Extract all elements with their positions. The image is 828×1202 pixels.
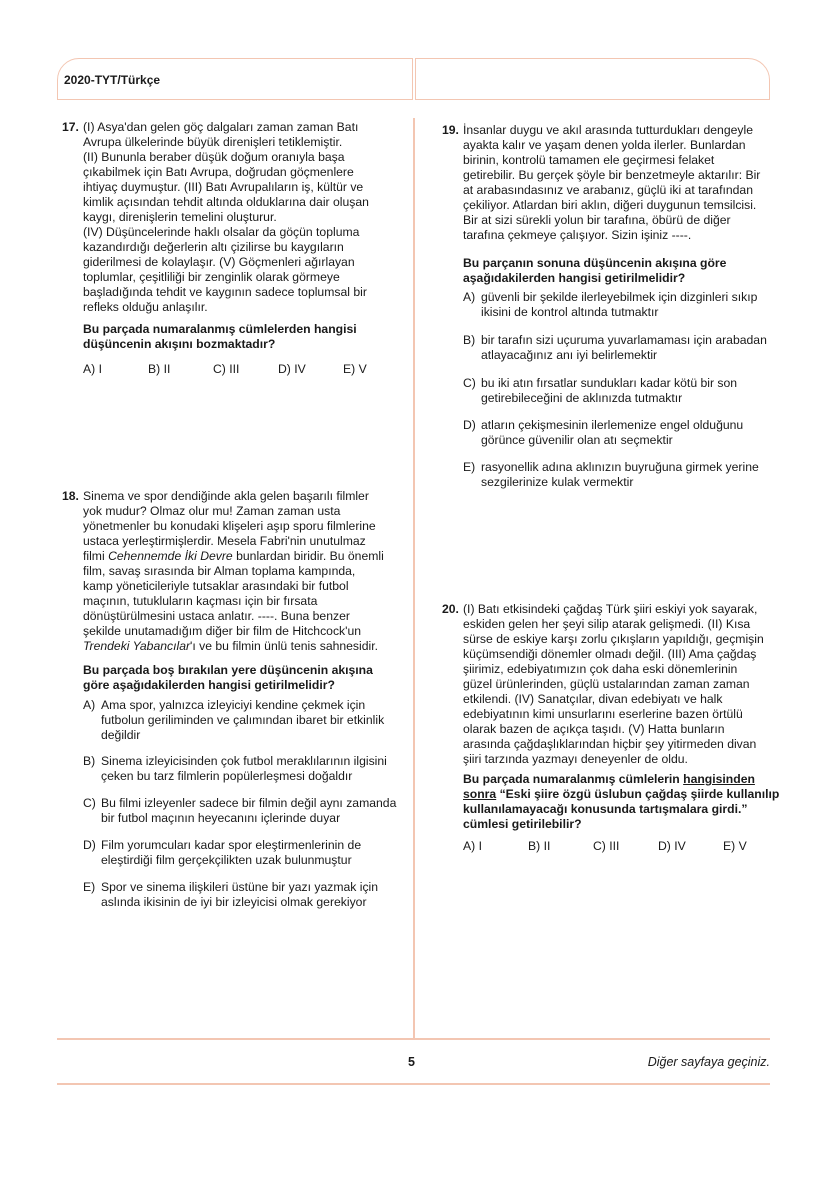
- option-line: Spor ve sinema ilişkileri üstüne bir yazı yazmak için: [101, 880, 379, 894]
- option-e[interactable]: [463, 460, 759, 490]
- text: filmi: [83, 549, 109, 563]
- text: 'ı ve bu filmin ünlü tenis sahnesidir.: [190, 639, 378, 653]
- exam-title: 2020-TYT/Türkçe: [64, 73, 161, 87]
- passage-line: (II) Bununla beraber düşük doğum oranıyla başa: [83, 150, 345, 164]
- question-number: 20.: [442, 602, 459, 616]
- passage-line: küçümsendiği dönemler olmadı değil. (III) Ama çağdaş: [463, 647, 757, 661]
- passage-line: (IV) Düşüncelerinde haklı olsalar da göçün topluma: [83, 225, 360, 239]
- stem-line: cümlesi getirilebilir?: [463, 817, 582, 831]
- option-c[interactable]: [463, 376, 737, 406]
- passage-line: at arabasındasınız ve arabanız, güçlü iki at tarafından: [463, 183, 753, 197]
- question-passage: [83, 489, 392, 654]
- question-18: [62, 489, 397, 909]
- header-right-box: [415, 58, 770, 100]
- option-line: güvenli bir şekilde ilerleyebilmek için dizginleri sıkıp: [481, 290, 758, 304]
- option-letter: D): [83, 838, 96, 852]
- option-line: görünce güvenilir olan atı seçmektir: [481, 433, 673, 447]
- column-divider: [413, 118, 415, 1038]
- option-a[interactable]: A) I: [83, 362, 102, 376]
- option-c[interactable]: [83, 796, 396, 826]
- stem-line: göre aşağıdakilerden hangisi getirilmelidir?: [83, 678, 335, 692]
- passage-line: dönüştürülmesini ustaca anlatır. ----. Buna benzer: [83, 609, 350, 623]
- stem-line: düşüncenin akışını bozmaktadır?: [83, 337, 276, 351]
- option-text: [481, 460, 759, 490]
- answer-options: [463, 839, 788, 853]
- question-20: [442, 602, 780, 853]
- option-line: futbolun geriliminden ve çalımından ibaret bir etkinlik: [101, 713, 385, 727]
- passage-line: başladığında tehdit ve kaygının sadece toplumsal bir: [83, 285, 367, 299]
- option-text: [101, 754, 387, 784]
- underlined-text: sonra: [463, 787, 497, 801]
- header-left-box: [57, 58, 413, 100]
- option-line: Bu filmi izleyenler sadece bir filmin değil aynı zamanda: [101, 796, 397, 810]
- option-b[interactable]: B) II: [148, 362, 171, 376]
- option-text: [481, 290, 757, 320]
- option-line: bir futbol maçının heyecanını içlerinde duyar: [101, 811, 341, 825]
- stem-line: [463, 772, 779, 787]
- footer-bottom-rule: [57, 1083, 770, 1085]
- stem-line: Bu parçada boş bırakılan yere düşüncenin akışına: [83, 663, 373, 677]
- passage-line: Bir at sizi sürekli yolun bir tarafına, öbürü de diğer: [463, 213, 731, 227]
- passage-line: birinin, kontrolü tamamen ele geçirmesi felaket: [463, 153, 715, 167]
- stem-line: Bu parçanın sonuna düşüncenin akışına göre: [463, 256, 727, 270]
- passage-line: edebiyatının kimi unsurlarını eserlerine bazen örtülü: [463, 707, 743, 721]
- option-text: [101, 880, 378, 910]
- passage-line: Sinema ve spor dendiğinde akla gelen başarılı filmler: [83, 489, 369, 503]
- passage-line: [83, 639, 392, 654]
- question-stem: [83, 322, 357, 352]
- passage-line: (I) Asya'dan gelen göç dalgaları zaman zaman Batı: [83, 120, 359, 134]
- question-number: 19.: [442, 123, 459, 137]
- option-letter: B): [463, 333, 476, 347]
- passage-line: sürse de eskiye karşı zorlu çıkışların yapıldığı, geçmişin: [463, 632, 764, 646]
- text: Bu parçada numaralanmış cümlelerin: [463, 772, 684, 786]
- option-text: [481, 333, 767, 363]
- option-line: getirebileceğini de aklınızda tutmaktır: [481, 391, 683, 405]
- passage-line: çekiliyor. Atlardan biri aklın, diğeri duygunun temsilcisi.: [463, 198, 757, 212]
- question-stem: [83, 663, 373, 693]
- passage-line: Avrupa ülkelerinde büyük direnişleri tetiklemiştir.: [83, 135, 343, 149]
- option-line: Sinema izleyicisinden çok futbol meraklılarının ilgisini: [101, 754, 387, 768]
- option-e[interactable]: E) V: [343, 362, 367, 376]
- option-line: Ama spor, yalnızca izleyiciyi kendine çekmek için: [101, 698, 366, 712]
- passage-line: çıkabilmek için Batı Avrupa, doğrudan göçmenlere: [83, 165, 354, 179]
- text: bunlardan biridir. Bu önemli: [232, 549, 384, 563]
- passage-line: getirebilir. Bu gerçek şöyle bir benzetmeyle aktarılır: Bir: [463, 168, 761, 182]
- passage-line: yönetmenler bu konudaki klişeleri aşıp sporu filmlerine: [83, 519, 376, 533]
- question-17: [62, 120, 392, 376]
- option-text: [101, 838, 361, 868]
- passage-line: eskiden gelen her şeyi silip atarak gelişmedi. (II) Kısa: [463, 617, 751, 631]
- option-d[interactable]: D) IV: [658, 839, 686, 853]
- option-letter: A): [463, 290, 476, 304]
- stem-line: Bu parçada numaralanmış cümlelerden hangisi: [83, 322, 357, 336]
- passage-line: güzel ürünlerinden, güçlü ustalarından zaman zaman: [463, 677, 750, 691]
- passage-line: kaygı, direnişlerin temelini oluşturur.: [83, 210, 277, 224]
- stem-line: kullanılamayacağı konusunda tartışmalara girdi.”: [463, 802, 748, 816]
- option-d[interactable]: D) IV: [278, 362, 306, 376]
- passage-line: ihtiyaç duymuştur. (III) Batı Avrupalıların iş, kültür ve: [83, 180, 364, 194]
- question-stem: [463, 256, 726, 286]
- option-text: [481, 418, 743, 448]
- option-a[interactable]: A) I: [463, 839, 482, 853]
- passage-line: ayakta kalır ve yaşam denen yolda ilerler. Bunlardan: [463, 138, 746, 152]
- passage-line: kazandırdığı değerlerin altı çizilirse bu kaygıların: [83, 240, 344, 254]
- option-text: [101, 698, 384, 743]
- option-text: [101, 796, 396, 826]
- passage-line: maçının, tutukluların kaçması için bir fırsata: [83, 594, 318, 608]
- stem-line: aşağıdakilerden hangisi getirilmelidir?: [463, 271, 686, 285]
- option-letter: E): [83, 880, 96, 894]
- option-line: atlayacağınız anı iyi belirlemektir: [481, 348, 658, 362]
- option-line: rasyonellik adına aklınızın buyruğuna girmek yerine: [481, 460, 759, 474]
- option-line: değildir: [101, 728, 141, 742]
- option-a[interactable]: [463, 290, 757, 320]
- question-stem: [463, 772, 779, 832]
- option-letter: A): [83, 698, 96, 712]
- option-text: [481, 376, 737, 406]
- option-line: aslında ikisinin de iyi bir izleyicisi olmak gerekiyor: [101, 895, 367, 909]
- passage-line: olarak bazen de açıkça taşıdı. (V) Hatta bunların: [463, 722, 725, 736]
- option-line: Film yorumcuları kadar spor eleştirmenlerinin de: [101, 838, 362, 852]
- option-d[interactable]: [463, 418, 743, 448]
- passage-line: [83, 549, 392, 564]
- film-title: Trendeki Yabancılar: [83, 639, 191, 653]
- question-19: [442, 123, 772, 489]
- option-letter: C): [83, 796, 96, 810]
- option-e[interactable]: E) V: [723, 839, 747, 853]
- passage-line: film, savaş sırasında bir Alman toplama kampında,: [83, 564, 356, 578]
- footer-top-rule: [57, 1038, 770, 1040]
- passage-line: refleks olduğu anlaşılır.: [83, 300, 208, 314]
- question-number: 17.: [62, 120, 79, 134]
- option-letter: D): [463, 418, 476, 432]
- question-passage: [463, 123, 772, 243]
- option-a[interactable]: [83, 698, 384, 743]
- passage-line: İnsanlar duygu ve akıl arasında tutturdukları dengeyle: [463, 123, 753, 137]
- answer-options: [83, 362, 408, 376]
- option-line: çeken bu tarz filmlerin popülerleşmesi doğaldır: [101, 769, 353, 783]
- question-number: 18.: [62, 489, 79, 503]
- passage-line: (I) Batı etkisindeki çağdaş Türk şiiri eskiyi yok sayarak,: [463, 602, 758, 616]
- passage-line: arasında çağdaşlıklarından hiçbir şey yitirmeden divan: [463, 737, 757, 751]
- passage-line: tarafına çekmeye çalışıyor. Sizin işiniz ----.: [463, 228, 692, 242]
- passage-line: kimlik açısından tehdit altında olduklarına dair oluşan: [83, 195, 369, 209]
- passage-line: ustaca yerleştirmişlerdir. Mesela Fabri'nin unutulmaz: [83, 534, 366, 548]
- option-line: eleştirdiği film gerçekçilikten uzak bulunmuştur: [101, 853, 352, 867]
- option-letter: B): [83, 754, 96, 768]
- option-b[interactable]: [83, 754, 387, 784]
- option-c[interactable]: C) III: [593, 839, 620, 853]
- option-b[interactable]: B) II: [528, 839, 551, 853]
- next-page-note: Diğer sayfaya geçiniz.: [647, 1055, 770, 1069]
- option-line: bu iki atın fırsatlar sundukları kadar kötü bir son: [481, 376, 738, 390]
- question-passage: [83, 120, 392, 315]
- option-line: sezgilerinize kulak vermektir: [481, 475, 634, 489]
- stem-line: [463, 787, 779, 802]
- option-letter: C): [463, 376, 476, 390]
- passage-line: yok mudur? Olmaz olur mu! Zaman zaman usta: [83, 504, 341, 518]
- film-title: Cehennemde İki Devre: [108, 549, 233, 563]
- option-letter: E): [463, 460, 476, 474]
- option-line: bir tarafın sizi uçuruma yuvarlamaması için arabadan: [481, 333, 767, 347]
- passage-line: şekilde unutamadığım diğer bir film de Hitchcock'un: [83, 624, 362, 638]
- option-e[interactable]: [83, 880, 378, 910]
- option-d[interactable]: [83, 838, 361, 868]
- page-number: 5: [408, 1055, 415, 1069]
- option-line: atların çekişmesinin ilerlemenize engel olduğunu: [481, 418, 744, 432]
- question-passage: [463, 602, 772, 767]
- underlined-text: hangisinden: [683, 772, 755, 786]
- passage-line: şiiri tarzında yazmayı deneyenler de oldu.: [463, 752, 688, 766]
- passage-line: şiirimiz, edebiyatımızın çok daha eski dönemlerinin: [463, 662, 738, 676]
- passage-line: toplumlar, çeşitliliği bir zenginlik olarak görmeye: [83, 270, 340, 284]
- quoted-sentence: “Eski şiire özgü üslubun çağdaş şiirde kullanılıp: [496, 787, 780, 801]
- passage-line: kamp yöneticileriyle tutsaklar arasındaki bir futbol: [83, 579, 349, 593]
- option-line: ikisini de kontrol altında tutmaktır: [481, 305, 659, 319]
- passage-line: etkilendi. (IV) Sanatçılar, divan edebiyatı ve halk: [463, 692, 723, 706]
- option-c[interactable]: C) III: [213, 362, 240, 376]
- option-b[interactable]: [463, 333, 767, 363]
- passage-line: giderilmesi de kolaylaşır. (V) Göçmenleri ağırlayan: [83, 255, 355, 269]
